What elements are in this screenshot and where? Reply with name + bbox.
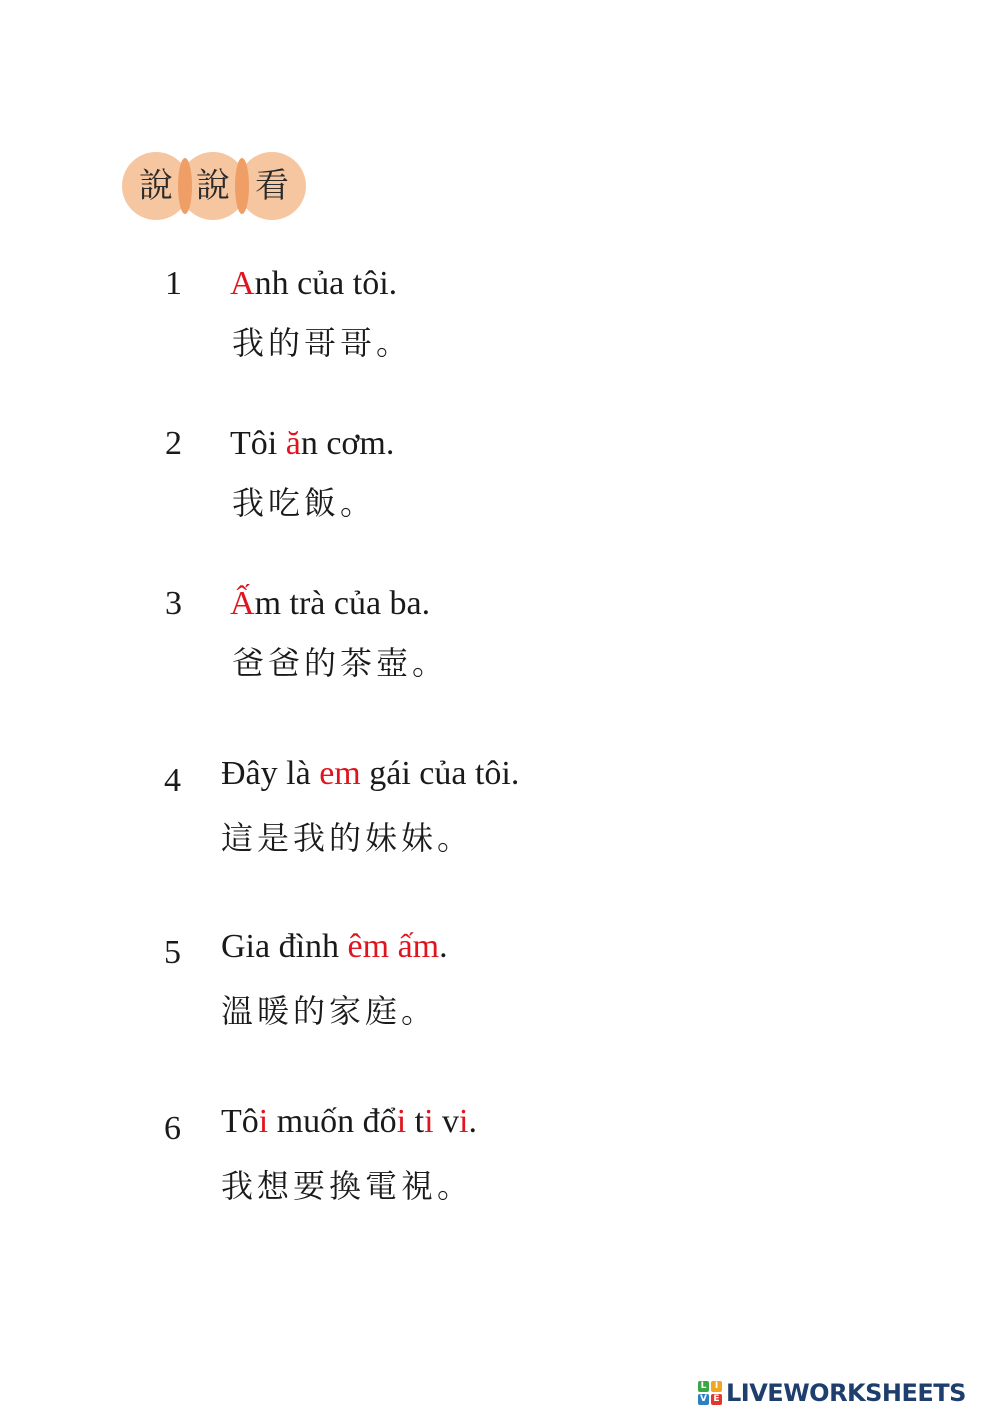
chinese-translation: 我吃飯。 [232, 484, 377, 522]
text-segment: Đây là [221, 755, 320, 792]
highlighted-segment: em [319, 755, 361, 792]
vietnamese-sentence [221, 755, 519, 793]
item-number: 2 [165, 425, 182, 462]
text-segment: Tôi [230, 425, 286, 462]
text-segment: n cơm. [300, 425, 395, 462]
text-segment: . [439, 928, 448, 965]
text-segment: gái của tôi. [360, 755, 520, 792]
chinese-translation: 這是我的妹妹。 [221, 819, 474, 857]
vietnamese-sentence [230, 425, 394, 463]
chinese-translation: 溫暖的家庭。 [221, 992, 438, 1030]
item-number: 1 [165, 265, 182, 302]
text-segment: v [433, 1103, 460, 1140]
highlighted-segment: i [258, 1103, 269, 1140]
highlighted-segment: ă [285, 425, 301, 462]
text-segment: m trà của ba. [254, 585, 431, 622]
vietnamese-sentence [221, 1103, 477, 1141]
heading-char: 看 [255, 166, 289, 206]
vietnamese-sentence [221, 928, 448, 966]
liveworksheets-watermark [698, 1378, 994, 1408]
chinese-translation: 我的哥哥。 [232, 324, 413, 362]
logo-tile: V [698, 1394, 709, 1405]
vietnamese-sentence [230, 265, 397, 303]
highlighted-segment: i [459, 1103, 469, 1140]
item-number: 4 [164, 762, 181, 799]
chinese-translation: 爸爸的茶壺。 [232, 644, 449, 682]
text-segment: t [406, 1103, 425, 1140]
highlighted-segment: i [424, 1103, 434, 1140]
item-number: 3 [165, 585, 182, 622]
vietnamese-sentence [230, 585, 430, 623]
text-segment: Tô [221, 1103, 259, 1140]
heading-char: 說 [196, 166, 230, 206]
logo-tile: I [711, 1381, 722, 1392]
highlighted-segment: A [230, 265, 255, 302]
heading-char: 說 [139, 166, 173, 206]
text-segment: muốn đổ [268, 1103, 397, 1140]
item-number: 6 [164, 1110, 181, 1147]
liveworksheets-logo-icon [698, 1381, 722, 1405]
logo-tile: L [698, 1381, 709, 1392]
text-segment: . [468, 1103, 477, 1140]
watermark-text: LIVEWORKSHEETS [726, 1379, 966, 1407]
section-heading [122, 152, 322, 220]
heading-circle-overlap [178, 158, 192, 214]
text-segment: Gia đình [221, 928, 348, 965]
highlighted-segment: Ấ [230, 585, 255, 622]
highlighted-segment: êm ấm [347, 928, 440, 965]
item-number: 5 [164, 934, 181, 971]
text-segment: nh của tôi. [254, 265, 398, 302]
heading-circle-overlap [235, 158, 249, 214]
highlighted-segment: i [396, 1103, 407, 1140]
logo-tile: E [711, 1394, 722, 1405]
chinese-translation: 我想要換電視。 [221, 1167, 474, 1205]
